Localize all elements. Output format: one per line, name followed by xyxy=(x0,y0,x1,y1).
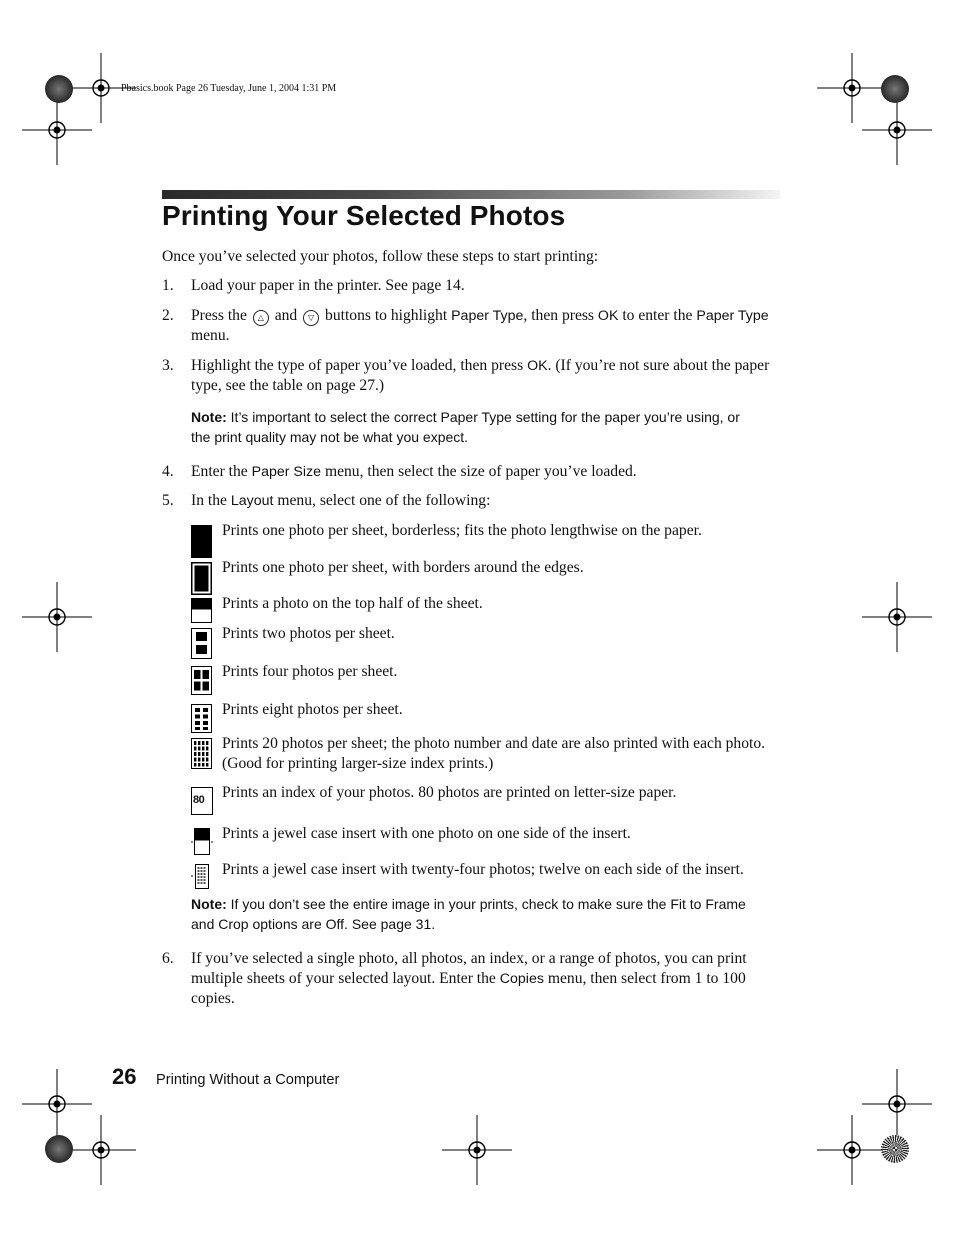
menu-name-layout: Layout xyxy=(230,493,274,509)
text-fragment: . (If you’re not sure about the paper type, see the table on page 27.) xyxy=(191,357,770,394)
registration-mark xyxy=(22,582,92,652)
note-paper-type xyxy=(191,408,761,447)
text-fragment: Highlight the type of paper you’ve loaded, then press xyxy=(191,357,524,374)
step-text: Load your paper in the printer. See page 14. xyxy=(191,277,465,294)
color-calibration-circle xyxy=(881,1135,909,1163)
registration-mark xyxy=(22,95,92,165)
text-fragment: , then press xyxy=(523,307,594,324)
index-80-layout-icon xyxy=(191,787,213,815)
step-text xyxy=(191,306,781,346)
jewel-case-single-icon xyxy=(191,828,213,861)
text-fragment: menu, then select from 1 to 100 copies. xyxy=(191,970,746,1007)
up-arrow-button-icon: △ xyxy=(253,310,269,326)
menu-name-paper-type: Paper Type xyxy=(451,308,524,324)
intro-paragraph: Once you’ve selected your photos, follow these steps to start printing: xyxy=(162,248,599,265)
step-number: 4. xyxy=(162,463,174,480)
step-number: 3. xyxy=(162,357,174,374)
layout-description: Prints one photo per sheet, borderless; fits the photo lengthwise on the paper. xyxy=(222,522,702,539)
footer-section-title: Printing Without a Computer xyxy=(156,1072,340,1088)
text-fragment: Press the xyxy=(191,307,247,324)
layout-description: Prints a jewel case insert with twenty-four photos; twelve on each side of the insert. xyxy=(222,861,744,878)
layout-description: Prints four photos per sheet. xyxy=(222,663,398,680)
step-number: 1. xyxy=(162,277,174,294)
page-number: 26 xyxy=(112,1064,137,1089)
menu-name-paper-size: Paper Size xyxy=(251,464,322,480)
note-fit-to-frame xyxy=(191,895,761,934)
layout-description: Prints one photo per sheet, with borders around the edges. xyxy=(222,559,584,576)
text-fragment: menu. xyxy=(191,327,230,344)
registration-mark xyxy=(862,95,932,165)
layout-description: Prints 20 photos per sheet; the photo number and date are also printed with each photo. (Good for printing larger-size index prints.) xyxy=(222,735,766,772)
print-slug: Pbasics.book Page 26 Tuesday, June 1, 2004 1:31 PM xyxy=(121,83,337,94)
text-fragment: If you’ve selected a single photo, all photos, an index, or a range of photos, you can print multiple sheets of your selected layout. Enter the xyxy=(191,950,747,987)
registration-mark xyxy=(66,1115,136,1185)
layout-description: Prints two photos per sheet. xyxy=(222,625,395,642)
button-name-ok: OK xyxy=(597,308,619,324)
layout-description: Prints an index of your photos. 80 photos are printed on letter-size paper. xyxy=(222,784,677,801)
text-fragment: menu, select one of the following: xyxy=(277,492,491,509)
note-label: Note: xyxy=(191,896,227,912)
note-label: Note: xyxy=(191,409,227,425)
layout-description: Prints a photo on the top half of the sheet. xyxy=(222,595,483,612)
two-up-layout-icon xyxy=(191,628,213,665)
step-number: 2. xyxy=(162,307,174,324)
half-sheet-layout-icon xyxy=(191,598,213,629)
registration-mark xyxy=(442,1115,512,1185)
header-gradient-bar xyxy=(162,190,780,199)
eight-up-layout-icon xyxy=(191,704,213,739)
color-calibration-circle xyxy=(881,75,909,103)
text-fragment: buttons to highlight xyxy=(325,307,448,324)
page-title: Printing Your Selected Photos xyxy=(162,200,566,231)
layout-description: Prints eight photos per sheet. xyxy=(222,701,403,718)
registration-mark xyxy=(817,1115,887,1185)
step-text xyxy=(191,462,781,482)
text-fragment: and xyxy=(274,307,298,324)
registration-mark xyxy=(862,582,932,652)
button-name-ok: OK xyxy=(527,358,548,374)
step-text xyxy=(191,356,781,396)
text-fragment: In the xyxy=(191,492,227,509)
note-text: If you don’t see the entire image in your prints, check to make sure the Fit to Frame and Crop options are Off. See page 31. xyxy=(191,896,746,932)
borderless-layout-icon xyxy=(191,525,213,564)
index-count-label: 80 xyxy=(193,794,205,806)
color-calibration-circle xyxy=(45,75,73,103)
text-fragment: to enter the xyxy=(622,307,693,324)
menu-name-copies: Copies xyxy=(499,971,544,987)
color-calibration-circle xyxy=(45,1135,73,1163)
bordered-layout-icon xyxy=(191,562,213,601)
jewel-case-multi-icon xyxy=(191,864,213,895)
step-number: 5. xyxy=(162,492,174,509)
four-up-layout-icon xyxy=(191,666,213,701)
step-text xyxy=(191,949,781,1009)
text-fragment: Enter the xyxy=(191,463,248,480)
step-number: 6. xyxy=(162,950,174,967)
step-text xyxy=(191,491,781,511)
note-text: It’s important to select the correct Paper Type setting for the paper you’re using, or the print quality may not be what you expect. xyxy=(191,409,740,445)
menu-name-paper-type: Paper Type xyxy=(696,308,769,324)
down-arrow-button-icon: ▽ xyxy=(303,310,319,326)
layout-description: Prints a jewel case insert with one photo on one side of the insert. xyxy=(222,825,631,842)
text-fragment: menu, then select the size of paper you’ve loaded. xyxy=(324,463,637,480)
twenty-up-layout-icon xyxy=(191,738,213,775)
